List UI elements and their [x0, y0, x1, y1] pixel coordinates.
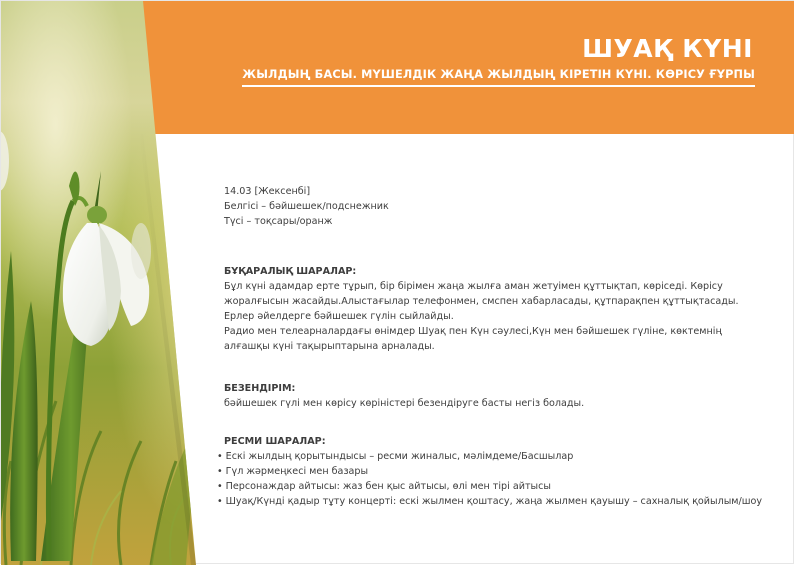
- list-item: • Шуақ/Күнді қадыр тұту концерті: ескі жылмен қоштасу, жаңа жылмен қауышу – сахналық қойылым/шоу: [217, 494, 777, 509]
- list-item: • Ескі жылдың қорытындысы – ресми жиналыс, мәлімдеме/Басшылар: [217, 449, 777, 464]
- mass-events-line: алғашқы күні тақырыптарына арналады.: [224, 341, 435, 352]
- symbol-line: Белгісі – бәйшешек/подснежник: [224, 201, 389, 212]
- page-title: ШУАҚ КҮНІ: [582, 34, 753, 63]
- mass-events-line: Радио мен телеарналардағы өнімдер Шуақ пен Күн сәулесі,Күн мен бәйшешек гүліне, көктемнің: [224, 326, 722, 337]
- color-line: Түсі – тоқсары/оранж: [224, 216, 333, 227]
- list-item: • Персонаждар айтысы: жаз бен қыс айтысы, өлі мен тірі айтысы: [217, 479, 777, 494]
- mass-events-line: Бұл күні адамдар ерте тұрып, бір бірімен жаңа жылға аман жетуімен құттықтап, көріседі. Көрісу: [224, 281, 723, 292]
- decoration-title: БЕЗЕНДІРІМ:: [224, 383, 296, 394]
- official-events-title: РЕСМИ ШАРАЛАР:: [224, 436, 326, 447]
- official-events-list: [217, 449, 777, 509]
- mass-events-line: Ерлер әйелдерге бәйшешек гүлін сыйлайды.: [224, 311, 454, 322]
- date-line: 14.03 [Жексенбі]: [224, 186, 311, 197]
- content-body: [224, 184, 784, 509]
- list-item: • Гүл жәрмеңкесі мен базары: [217, 464, 777, 479]
- mass-events-line: жоралғысын жасайды.Алыстағылар телефонмен, смспен хабарласады, құтпарақпен құттықтасады.: [224, 296, 739, 307]
- page-subtitle: ЖЫЛДЫҢ БАСЫ. МҮШЕЛДІК ЖАҢА ЖЫЛДЫҢ КІРЕТІН КҮНІ. КӨРІСУ ҒҰРПЫ: [242, 68, 755, 87]
- decoration-line: бәйшешек гүлі мен көрісу көріністері безендіруге басты негіз болады.: [224, 398, 585, 409]
- mass-events-title: БҰҚАРАЛЫҚ ШАРАЛАР:: [224, 266, 357, 277]
